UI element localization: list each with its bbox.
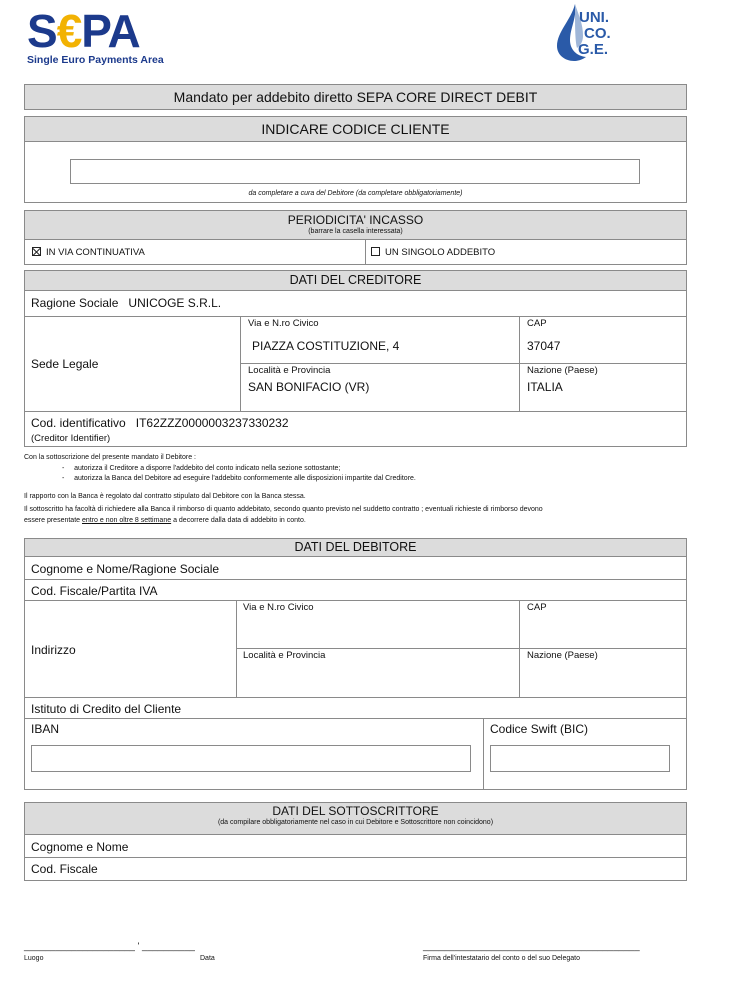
creditor-street-value: PIAZZA COSTITUZIONE, 4 [252, 339, 400, 353]
debtor-city-label: Località e Provincia [243, 650, 326, 661]
legal-paragraph-3: essere presentate entro e non oltre 8 settimane a decorrere dalla data di addebito in conto. [24, 517, 306, 524]
debtor-name-label: Cognome e Nome/Ragione Sociale [31, 562, 220, 576]
checkbox-checked-icon[interactable] [32, 247, 41, 256]
client-code-input[interactable] [70, 159, 640, 184]
unicoge-logo [553, 2, 623, 64]
periodicity-header [24, 210, 687, 240]
unicoge-line1: UNI. [579, 9, 609, 26]
sepa-logo [27, 5, 164, 66]
creditor-cap-value: 37047 [527, 339, 561, 353]
legal-paragraph-2: Il sottoscritto ha facoltà di richiedere alla Banca il rimborso di quanto addebitato, secondo quanto previsto nel suddetto contratto ; eventuali richieste di rimborso devono [24, 506, 543, 513]
checkbox-unchecked-icon[interactable] [371, 247, 380, 256]
creditor-id-sub: (Creditor Identifier) [31, 433, 111, 444]
subscriber-name-label: Cognome e Nome [31, 840, 129, 854]
creditor-heading: DATI DEL CREDITORE [24, 270, 687, 291]
date-label: Data [200, 955, 215, 962]
subscriber-header [24, 802, 687, 835]
debtor-country-label: Nazione (Paese) [527, 650, 598, 661]
creditor-street-label: Via e N.ro Civico [248, 318, 319, 329]
swift-input[interactable] [490, 745, 670, 772]
sepa-logo-subtitle: Single Euro Payments Area [27, 54, 164, 66]
creditor-id-label: Cod. identificativo [31, 416, 126, 430]
legal-paragraph-1: Il rapporto con la Banca è regolato dal contratto stipulato dal Debitore con la Banca stessa. [24, 493, 306, 500]
creditor-name-row [31, 296, 221, 310]
debtor-address-label: Indirizzo [31, 643, 76, 657]
creditor-cap-label: CAP [527, 318, 547, 329]
legal-intro: Con la sottoscrizione del presente mandato il Debitore : [24, 454, 196, 461]
creditor-seat-label: Sede Legale [31, 357, 99, 371]
debtor-cap-label: CAP [527, 602, 547, 613]
place-label: Luogo [24, 955, 44, 962]
client-code-note: da completare a cura del Debitore (da completare obbligatoriamente) [248, 190, 463, 197]
sepa-logo-wordmark: S€PA [27, 5, 140, 57]
creditor-city-value: SAN BONIFACIO (VR) [248, 380, 370, 394]
debtor-bank-label: Istituto di Credito del Cliente [31, 702, 182, 716]
place-date-line[interactable]: _____________________ ' __________ [24, 941, 195, 952]
client-code-heading: INDICARE CODICE CLIENTE [24, 116, 687, 142]
creditor-name-value: UNICOGE S.R.L. [128, 296, 222, 310]
debtor-street-label: Via e N.ro Civico [243, 602, 314, 613]
debtor-heading: DATI DEL DEBITORE [24, 538, 687, 557]
debtor-tax-label: Cod. Fiscale/Partita IVA [31, 584, 158, 598]
option-single[interactable] [371, 247, 495, 258]
subscriber-heading: DATI DEL SOTTOSCRITTORE [272, 804, 439, 818]
creditor-country-label: Nazione (Paese) [527, 365, 598, 376]
iban-label: IBAN [31, 722, 60, 736]
unicoge-line2: CO. [584, 25, 611, 42]
signature-label: Firma dell'intestatario del conto o del suo Delegato [423, 955, 580, 962]
creditor-country-value: ITALIA [527, 380, 563, 394]
form-title: Mandato per addebito diretto SEPA CORE DIRECT DEBIT [24, 84, 687, 110]
option-continuous[interactable] [32, 247, 145, 258]
creditor-id-value: IT62ZZZ0000003237330232 [135, 416, 289, 430]
legal-bullet-1: - autorizza il Creditore a disporre l'addebito del conto indicato nella sezione sottostante; [62, 465, 341, 472]
option-single-label: UN SINGOLO ADDEBITO [385, 247, 496, 258]
subscriber-subheading: (da compilare obbligatoriamente nel caso in cui Debitore e Sottoscrittore non coincidono) [217, 819, 494, 826]
creditor-city-label: Località e Provincia [248, 365, 331, 376]
option-continuous-label: IN VIA CONTINUATIVA [46, 247, 145, 258]
signature-line[interactable]: _________________________________________ [423, 941, 640, 952]
periodicity-heading: PERIODICITA' INCASSO [287, 213, 424, 227]
creditor-name-label: Ragione Sociale [31, 296, 119, 310]
subscriber-tax-label: Cod. Fiscale [31, 862, 98, 876]
periodicity-subheading: (barrare la casella interessata) [308, 228, 403, 235]
creditor-id-row [31, 416, 289, 430]
legal-bullet-2: - autorizza la Banca del Debitore ad eseguire l'addebito conformemente alle disposizioni impartite dal Creditore. [62, 475, 416, 482]
iban-input[interactable] [31, 745, 471, 772]
swift-label: Codice Swift (BIC) [490, 722, 589, 736]
unicoge-line3: G.E. [578, 41, 609, 58]
